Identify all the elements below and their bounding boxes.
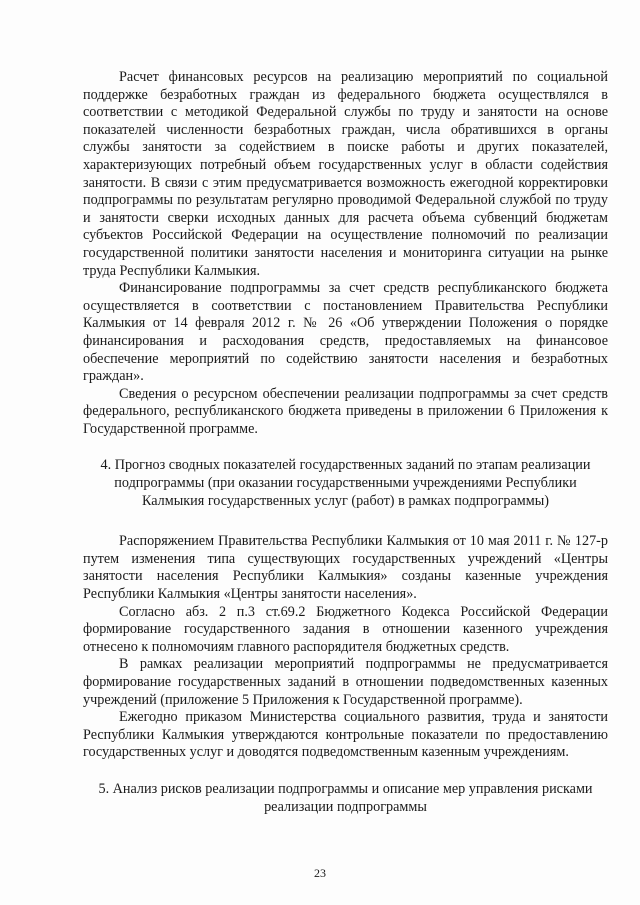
paragraph-annual-order: Ежегодно приказом Министерства социального развития, труда и занятости Республики Калмыкия утверждаются контрольные показатели по предоставлению государственных услуг и доводятся подведомственным казенным учреждениям. [83,709,608,761]
page-body [83,69,608,816]
paragraph-financial-calculation: Расчет финансовых ресурсов на реализацию мероприятий по социальной поддержке безработных граждан из федерального бюджета осуществлялся в соответствии с методикой Федеральной службы по труду и занятости на основе показателей численности безработных граждан, числа обратившихся в органы службы занятости за содействием в поиске работы и других показателей, характеризующих потребный объем государственных услуг в области содействия занятости. В связи с этим предусматривается возможность ежегодной корректировки подпрограммы по результатам регулярно проводимой Федеральной службой по труду и занятости сверки исходных данных для расчета объема субвенций бюджетам субъектов Российской Федерации на осуществление полномочий по реализации государственной политики занятости населения и мониторинга ситуации на рынке труда Республики Калмыкия. [83,69,608,279]
spacer [83,438,608,457]
paragraph-republican-budget-financing: Финансирование подпрограммы за счет средств республиканского бюджета осуществляется в соответствии с постановлением Правительства Республики Калмыкия от 14 февраля 2012 г. № 26 «Об утверждении Положения о порядке финансирования и расходования средств, предоставляемых на финансовое обеспечение мероприятий по содействию занятости населения и безработных граждан». [83,280,608,385]
spacer [83,510,608,533]
paragraph-government-order: Распоряжением Правительства Республики Калмыкия от 10 мая 2011 г. № 127-р путем изменения типа существующих государственных учреждений «Центры занятости населения Республики Калмыкия» созданы казенные учреждения Республики Калмыкия «Центры занятости населения». [83,533,608,603]
section-5-heading: 5. Анализ рисков реализации подпрограммы и описание мер управления рисками реализации подпрограммы [98,780,593,815]
paragraph-budget-code: Согласно абз. 2 п.3 ст.69.2 Бюджетного Кодекса Российской Федерации формирование государственного задания в отношении казенного учреждения отнесено к полномочиям главного распорядителя бюджетных средств. [83,603,608,655]
spacer [83,762,608,781]
paragraph-no-state-assignments: В рамках реализации мероприятий подпрограммы не предусматривается формирование государственных заданий в отношении подведомственных казенных учреждений (приложение 5 Приложения к Государственной программе). [83,656,608,708]
paragraph-resource-provision: Сведения о ресурсном обеспечении реализации подпрограммы за счет средств федерального, республиканского бюджета приведены в приложении 6 Приложения к Государственной программе. [83,385,608,437]
section-4-heading: 4. Прогноз сводных показателей государственных заданий по этапам реализации подпрограммы (при оказании государственными учреждениями Республики Калмыкия государственных услуг (работ) в рамках подпрограммы) [100,457,591,509]
page-number: 23 [314,866,326,880]
